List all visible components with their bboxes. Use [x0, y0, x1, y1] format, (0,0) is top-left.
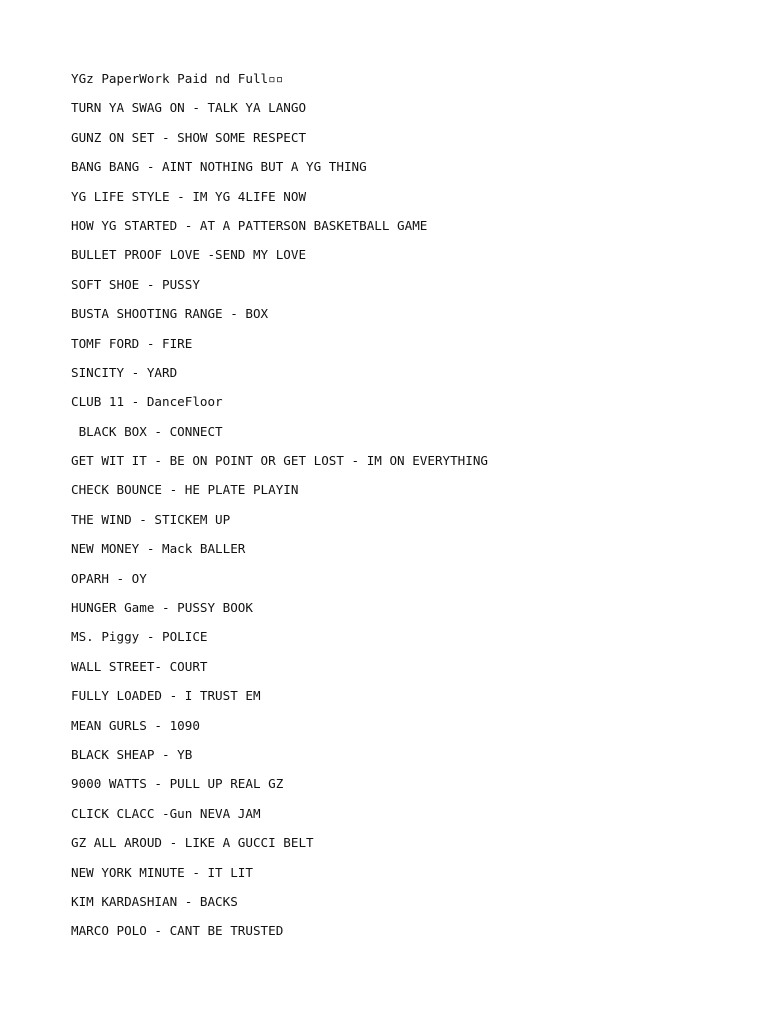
text-line: SOFT SHOE - PUSSY [71, 276, 200, 292]
text-line: BLACK BOX - CONNECT [71, 423, 223, 439]
text-line: KIM KARDASHIAN - BACKS [71, 893, 238, 909]
text-line: TURN YA SWAG ON - TALK YA LANGO [71, 100, 307, 116]
text-line: GET WIT IT - BE ON POINT OR GET LOST - IM ON EVERYTHING [71, 453, 489, 469]
text-line: BLACK SHEAP - YB [71, 746, 193, 762]
text-line: GUNZ ON SET - SHOW SOME RESPECT [71, 129, 307, 145]
text-line: WALL STREET- COURT [71, 658, 208, 674]
document-title-line: YGz PaperWork Paid nd Full▫▫ [71, 71, 284, 86]
text-line: TOMF FORD - FIRE [71, 335, 193, 351]
text-line: NEW YORK MINUTE - IT LIT [71, 864, 253, 880]
text-line: FULLY LOADED - I TRUST EM [71, 688, 261, 704]
text-line: SINCITY - YARD [71, 364, 178, 380]
text-line: MS. Piggy - POLICE [71, 629, 208, 645]
text-line: NEW MONEY - Mack BALLER [71, 541, 246, 557]
text-line: CLICK CLACC -Gun NEVA JAM [71, 805, 261, 821]
text-line: 9000 WATTS - PULL UP REAL GZ [71, 776, 284, 792]
text-line: OPARH - OY [71, 570, 147, 586]
text-line: BULLET PROOF LOVE -SEND MY LOVE [71, 247, 307, 263]
text-line: BANG BANG - AINT NOTHING BUT A YG THING [71, 159, 367, 175]
text-line: MARCO POLO - CANT BE TRUSTED [71, 923, 284, 939]
text-line: HOW YG STARTED - AT A PATTERSON BASKETBALL GAME [71, 217, 428, 233]
text-line: THE WIND - STICKEM UP [71, 511, 231, 527]
text-line: YG LIFE STYLE - IM YG 4LIFE NOW [71, 188, 307, 204]
text-line: HUNGER Game - PUSSY BOOK [71, 600, 253, 616]
text-line: MEAN GURLS - 1090 [71, 717, 200, 733]
document-text [71, 70, 731, 952]
text-line: CLUB 11 - DanceFloor [71, 394, 223, 410]
text-line: CHECK BOUNCE - HE PLATE PLAYIN [71, 482, 299, 498]
text-line: BUSTA SHOOTING RANGE - BOX [71, 306, 269, 322]
text-line: GZ ALL AROUD - LIKE A GUCCI BELT [71, 835, 314, 851]
